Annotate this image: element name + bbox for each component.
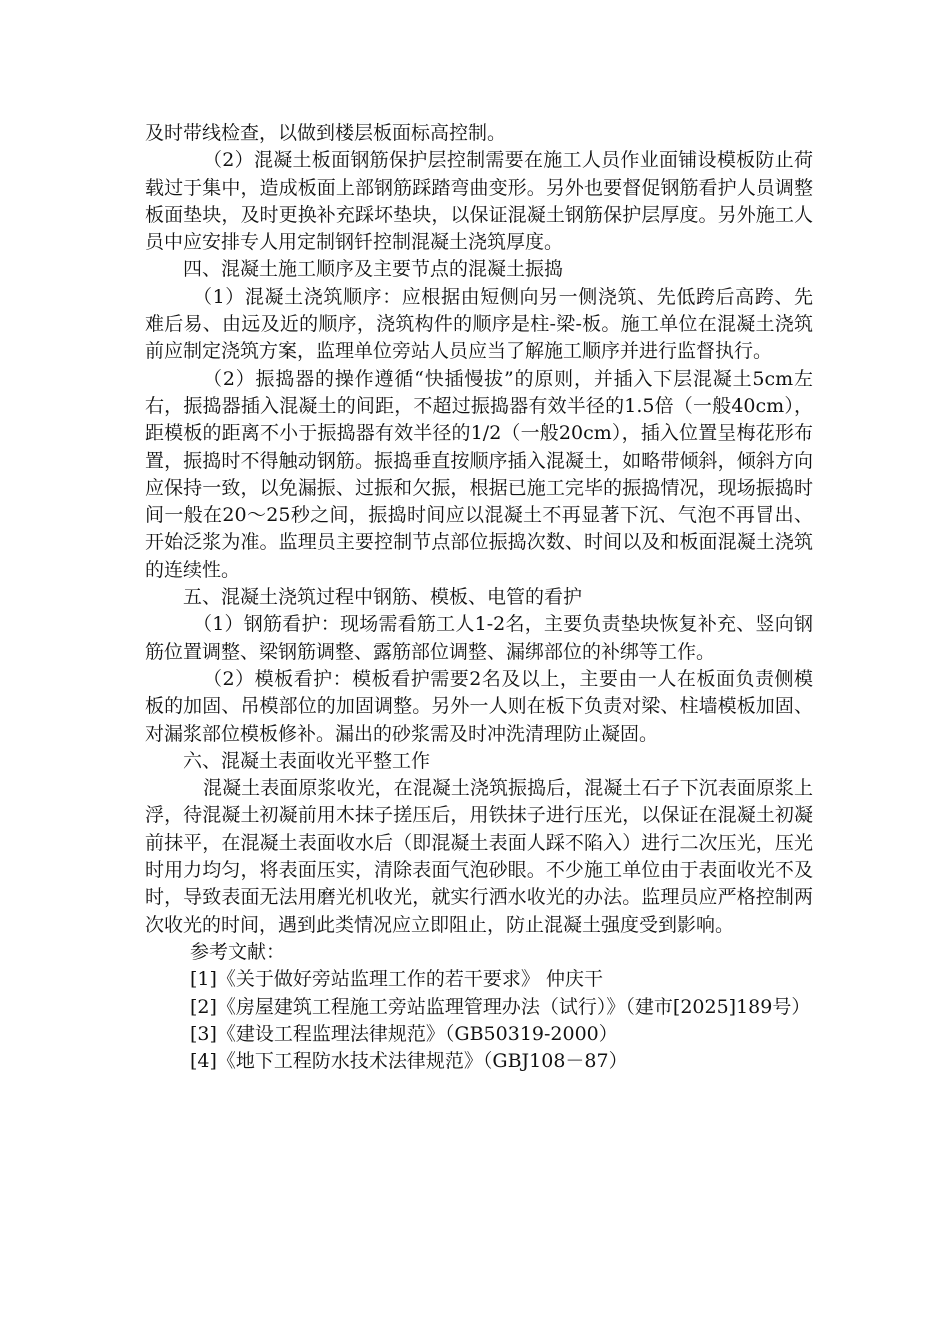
reference-item: [4]《地下工程防水技术法律规范》（GBJ108－87）	[190, 1050, 628, 1073]
reference-item: [1]《关于做好旁站监理工作的若干要求》 仲庆干	[190, 968, 603, 991]
section-heading-4: 四、混凝土施工顺序及主要节点的混凝土振捣	[183, 258, 564, 281]
paragraph-continuation: 及时带线检查，以做到楼层板面标高控制。	[145, 122, 507, 144]
paragraph-formwork-watch: （2）模板看护：模板看护需要2名及以上，主要由一人在板面负责侧模板的加固、吊模部位的加固调整。另外一人则在板下负责对梁、柱墙模板加固、对漏浆部位模板修补。漏出的砂浆需及时冲洗清理防止凝固。	[145, 667, 813, 745]
paragraph-vibrator: （2）振捣器的操作遵循“快插慢拔”的原则，并插入下层混凝土5cm左右，振捣器插入混凝土的间距，不超过振捣器有效半径的1.5倍（一般40cm），距模板的距离不小于振捣器有效半径的1/2（一般20cm），插入位置呈梅花形布置，振捣时不得触动钢筋。振捣垂直按顺序插入混凝土，如略带倾斜，倾斜方向应保持一致，以免漏振、过振和欠振，根据已施工完毕的振捣情况，现场振捣时间一般在20～25秒之间，振捣时间应以混凝土不再显著下沉、气泡不再冒出、开始泛浆为准。监理员主要控制节点部位振捣次数、时间以及和板面混凝土浇筑的连续性。	[145, 367, 813, 581]
references-heading: 参考文献：	[190, 940, 286, 963]
section-heading-5: 五、混凝土浇筑过程中钢筋、模板、电管的看护	[183, 586, 583, 609]
paragraph-surface-finish: 混凝土表面原浆收光，在混凝土浇筑振捣后，混凝土石子下沉表面原浆上浮，待混凝土初凝前用木抹子搓压后，用铁抹子进行压光，以保证在混凝土初凝前抹平，在混凝土表面收水后（即混凝土表面人踩不陷入）进行二次压光，压光时用力均匀，将表面压实，清除表面气泡砂眼。不少施工单位由于表面收光不及时，导致表面无法用磨光机收光，就实行洒水收光的办法。监理员应严格控制两次收光的时间，遇到此类情况应立即阻止，防止混凝土强度受到影响。	[145, 777, 813, 936]
paragraph-rebar-watch: （1）钢筋看护：现场需看筋工人1-2名，主要负责垫块恢复补充、竖向钢筋位置调整、梁钢筋调整、露筋部位调整、漏绑部位的补绑等工作。	[145, 613, 813, 663]
section-heading-6: 六、混凝土表面收光平整工作	[183, 749, 431, 772]
paragraph-rebar-cover: （2）混凝土板面钢筋保护层控制需要在施工人员作业面铺设模板防止荷载过于集中，造成板面上部钢筋踩踏弯曲变形。另外也要督促钢筋看护人员调整板面垫块，及时更换补充踩坏垫块，以保证混凝土钢筋保护层厚度。另外施工人员中应安排专人用定制钢钎控制混凝土浇筑厚度。	[145, 149, 813, 254]
reference-item: [3]《建设工程监理法律规范》（GB50319-2000）	[190, 1022, 618, 1045]
document-body	[145, 120, 813, 1075]
reference-item: [2]《房屋建筑工程施工旁站监理管理办法（试行）》（建市[2025]189号）	[190, 995, 811, 1018]
paragraph-pour-order: （1）混凝土浇筑顺序：应根据由短侧向另一侧浇筑、先低跨后高跨、先难后易、由远及近的顺序，浇筑构件的顺序是柱-梁-板。施工单位在混凝土浇筑前应制定浇筑方案，监理单位旁站人员应当了解施工顺序并进行监督执行。	[145, 285, 813, 363]
